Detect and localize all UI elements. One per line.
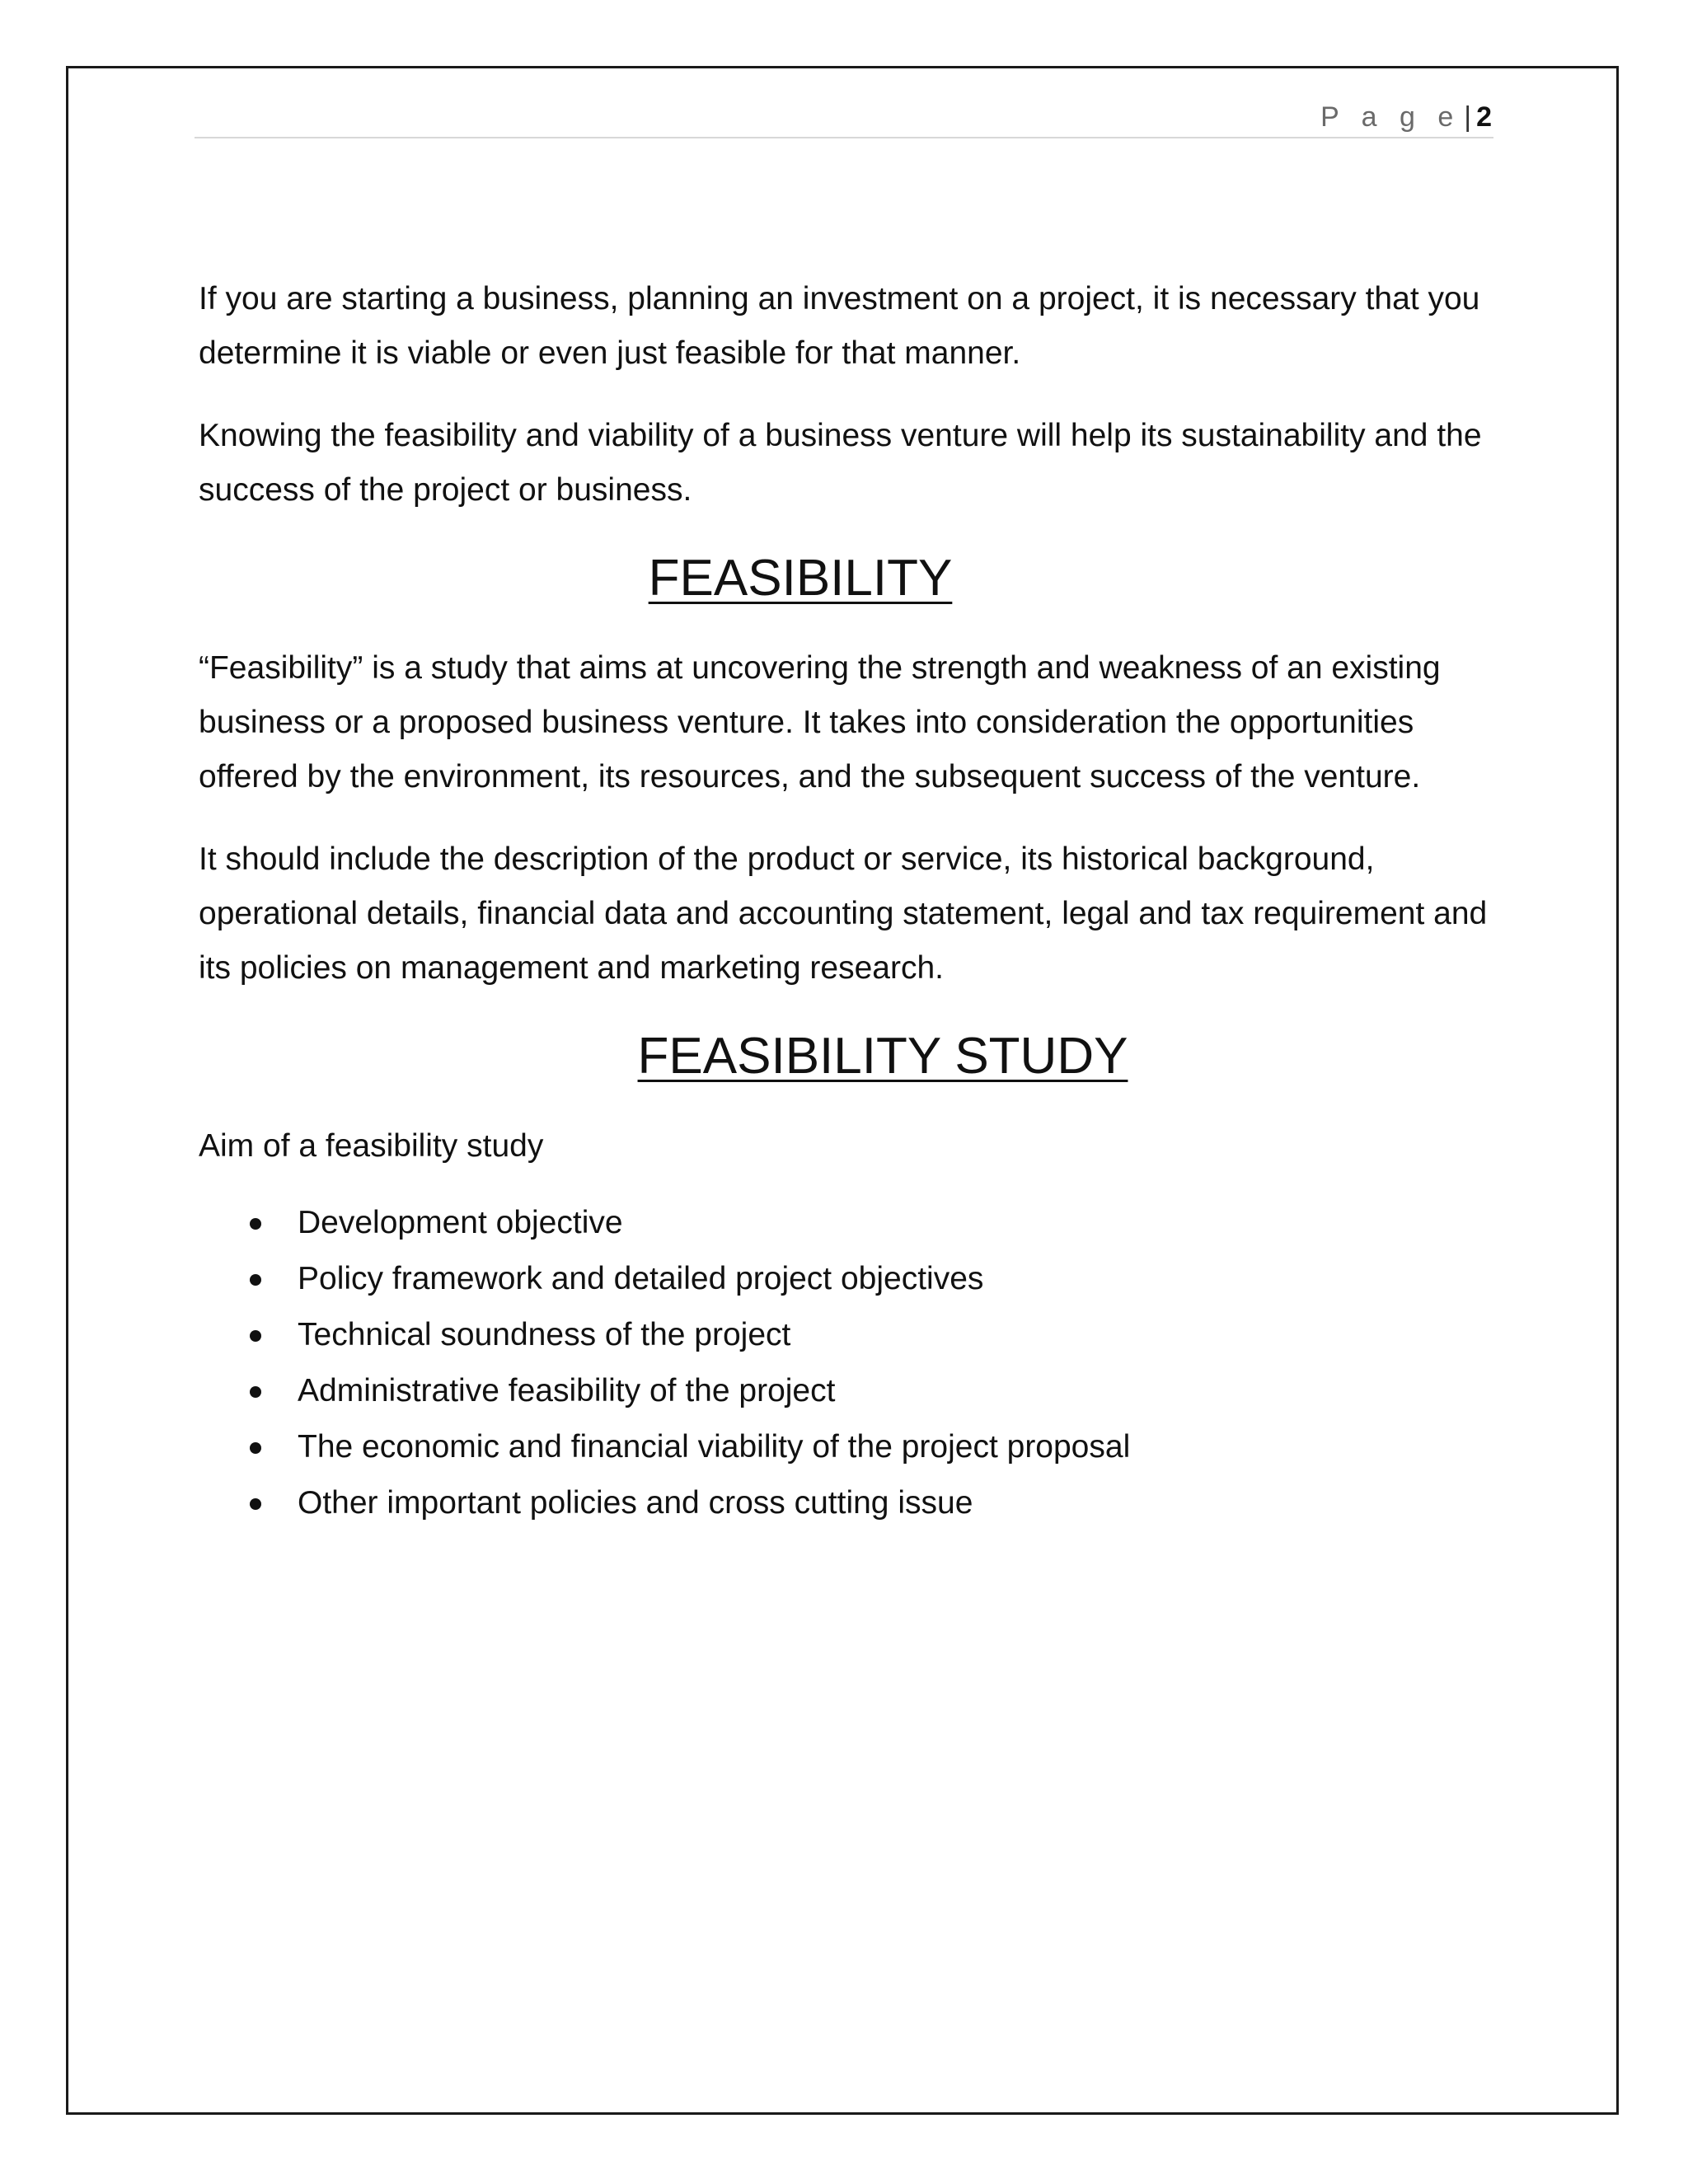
aim-list-item [199, 1307, 1501, 1363]
aim-intro: Aim of a feasibility study [199, 1128, 544, 1164]
bullet-icon [250, 1386, 261, 1398]
bullet-icon [250, 1218, 261, 1230]
aim-list-item-text: Other important policies and cross cutting issue [298, 1485, 973, 1521]
page-label: P a g e [1320, 101, 1461, 133]
feasibility-paragraph-2: It should include the description of the product or service, its historical background, operational details, financial data and accounting statement, legal and tax requirement and its policies on management and marketing research. [199, 841, 1488, 986]
aim-list-item-text: Policy framework and detailed project objectives [298, 1261, 984, 1296]
page-separator: | [1464, 101, 1472, 133]
aim-list-item [199, 1363, 1501, 1419]
intro-paragraph-1: If you are starting a business, planning an investment on a project, it is necessary that you determine it is viable or even just feasible for that manner. [199, 281, 1480, 371]
document-body [199, 272, 1501, 1531]
bullet-icon [250, 1330, 261, 1342]
aim-list-item [199, 1475, 1501, 1531]
aim-list-item [199, 1419, 1501, 1475]
aim-list-item [199, 1195, 1501, 1251]
aim-list-item-text: Development objective [298, 1205, 623, 1240]
bullet-icon [250, 1442, 261, 1454]
page-header [195, 97, 1493, 138]
page-number [1320, 101, 1492, 134]
heading-feasibility: FEASIBILITY [648, 550, 953, 607]
intro-paragraph-2: Knowing the feasibility and viability of a business venture will help its sustainability and the success of the project or business. [199, 418, 1482, 508]
aim-list [199, 1195, 1501, 1531]
aim-list-item-text: Administrative feasibility of the project [298, 1373, 836, 1408]
feasibility-paragraph-1: “Feasibility” is a study that aims at uncovering the strength and weakness of an existing business or a proposed business venture. It takes into consideration the opportunities offered by the environment, its resources, and the subsequent success of the venture. [199, 650, 1441, 794]
aim-list-item-text: Technical soundness of the project [298, 1317, 791, 1352]
page-number-value: 2 [1476, 101, 1492, 133]
heading-feasibility-study: FEASIBILITY STUDY [637, 1028, 1128, 1085]
aim-list-item-text: The economic and financial viability of the project proposal [298, 1429, 1131, 1465]
bullet-icon [250, 1498, 261, 1510]
bullet-icon [250, 1274, 261, 1286]
aim-list-item [199, 1251, 1501, 1307]
